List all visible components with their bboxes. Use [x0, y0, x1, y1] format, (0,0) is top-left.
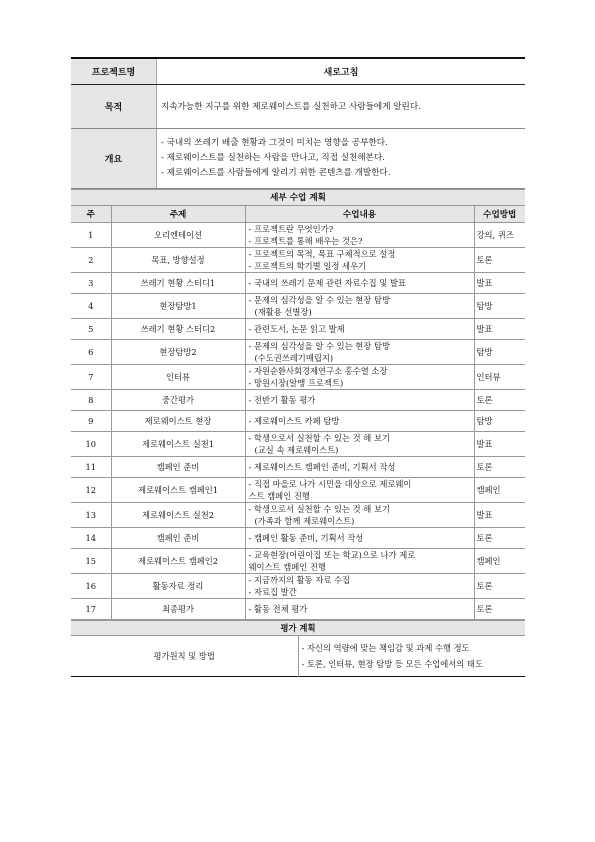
week-cell: 11 — [71, 456, 111, 477]
topic-cell: 캠페인 준비 — [111, 527, 245, 548]
content-line: (교실 속 제로웨이스트) — [254, 444, 339, 455]
content-cell — [245, 272, 474, 293]
project-overview-value — [157, 128, 526, 188]
topic-cell: 중간평가 — [111, 389, 245, 410]
method-cell: 토론 — [474, 456, 525, 477]
topic-cell: 현장탐방2 — [111, 339, 245, 364]
schedule-header-row — [71, 205, 525, 222]
overview-line: - 제로웨이스트를 사람들에게 알리기 위한 콘텐츠를 개발한다. — [161, 167, 391, 178]
topic-cell: 제로웨이스트 실천1 — [111, 431, 245, 456]
topic-cell: 목표, 방향설정 — [111, 247, 245, 272]
schedule-section-title: 세부 수업 계획 — [71, 189, 525, 205]
week-cell: 2 — [71, 247, 111, 272]
week-cell: 8 — [71, 389, 111, 410]
project-overview-row — [71, 128, 525, 188]
content-line: - 학생으로서 실천할 수 있는 것 해 보기 — [248, 503, 390, 514]
schedule-row — [71, 272, 525, 293]
method-cell: 탐방 — [474, 339, 525, 364]
content-line: (가족과 함께 제로웨이스트) — [254, 515, 355, 526]
topic-cell: 쓰레기 현황 스터디1 — [111, 272, 245, 293]
content-line: - 프로젝트란 무엇인가? — [248, 223, 334, 234]
content-cell — [245, 339, 474, 364]
schedule-row — [71, 318, 525, 339]
content-line: - 학생으로서 실천할 수 있는 것 해 보기 — [248, 432, 390, 443]
evaluation-line: - 토론, 인터뷰, 현장 탐방 등 모든 수업에서의 태도 — [301, 658, 483, 669]
schedule-row — [71, 456, 525, 477]
content-cell — [245, 431, 474, 456]
project-goal-value: 지속가능한 지구를 위한 제로웨이스트를 실천하고 사람들에게 알린다. — [157, 84, 526, 128]
project-name-row — [71, 58, 525, 84]
schedule-body — [71, 222, 525, 619]
schedule-row — [71, 364, 525, 389]
document-page — [71, 57, 525, 677]
evaluation-section-title: 평가 계획 — [71, 620, 525, 635]
schedule-section-title-row — [71, 189, 525, 205]
header-topic: 주제 — [111, 205, 245, 222]
project-name-label: 프로젝트명 — [71, 58, 157, 84]
content-line: - 직접 마을로 나가 시민을 대상으로 제로웨이 — [248, 478, 412, 489]
schedule-row — [71, 222, 525, 247]
method-cell: 발표 — [474, 431, 525, 456]
content-line: - 프로젝트의 목적, 목표 구체적으로 설정 — [248, 248, 396, 259]
content-cell — [245, 502, 474, 527]
content-line: (수도권쓰레기매립지) — [254, 352, 334, 363]
schedule-row — [71, 389, 525, 410]
content-line: (재활용 선별장) — [254, 306, 312, 317]
content-line: - 자원순환사회경제연구소 홍수열 소장 — [248, 365, 388, 376]
content-cell — [245, 477, 474, 502]
method-cell: 캠페인 — [474, 548, 525, 573]
schedule-row — [71, 339, 525, 364]
method-cell: 인터뷰 — [474, 364, 525, 389]
evaluation-content — [298, 635, 525, 676]
header-method: 수업방법 — [474, 205, 525, 222]
topic-cell: 오리엔테이션 — [111, 222, 245, 247]
overview-line: - 국내의 쓰레기 배출 현황과 그것이 미치는 영향을 공부한다. — [161, 137, 388, 148]
overview-line: - 제로웨이스트를 실천하는 사람을 만나고, 직접 실천해본다. — [161, 152, 385, 163]
content-cell — [245, 573, 474, 598]
week-cell: 17 — [71, 598, 111, 619]
schedule-table — [71, 189, 525, 620]
content-line: - 활동 전체 평가 — [248, 603, 308, 614]
content-line: - 제로웨이스트 카페 탐방 — [248, 415, 340, 426]
evaluation-section-title-row — [71, 620, 525, 635]
week-cell: 7 — [71, 364, 111, 389]
week-cell: 5 — [71, 318, 111, 339]
content-line: 스트 캠페인 진행 — [248, 490, 310, 501]
topic-cell: 캠페인 준비 — [111, 456, 245, 477]
schedule-row — [71, 247, 525, 272]
week-cell: 15 — [71, 548, 111, 573]
method-cell: 발표 — [474, 502, 525, 527]
content-line: - 프로젝트를 통해 배우는 것은? — [248, 235, 363, 246]
week-cell: 14 — [71, 527, 111, 548]
method-cell: 탐방 — [474, 410, 525, 431]
schedule-row — [71, 477, 525, 502]
schedule-row — [71, 431, 525, 456]
content-cell — [245, 318, 474, 339]
method-cell: 발표 — [474, 318, 525, 339]
evaluation-line: - 자신의 역량에 맞는 책임감 및 과제 수행 정도 — [301, 642, 470, 653]
content-cell — [245, 222, 474, 247]
evaluation-row — [71, 635, 525, 676]
content-line: - 전반기 활동 평가 — [248, 394, 316, 405]
method-cell: 토론 — [474, 573, 525, 598]
project-name-value: 새로고침 — [157, 58, 526, 84]
method-cell: 탐방 — [474, 293, 525, 318]
content-line: - 교육현장(어린이집 또는 학교)으로 나가 제로 — [248, 549, 416, 560]
schedule-row — [71, 410, 525, 431]
evaluation-table — [71, 620, 525, 677]
schedule-row — [71, 548, 525, 573]
topic-cell: 인터뷰 — [111, 364, 245, 389]
week-cell: 1 — [71, 222, 111, 247]
content-cell — [245, 548, 474, 573]
topic-cell: 활동자료 정리 — [111, 573, 245, 598]
schedule-row — [71, 527, 525, 548]
project-overview-label: 개요 — [71, 128, 157, 188]
week-cell: 10 — [71, 431, 111, 456]
schedule-row — [71, 293, 525, 318]
week-cell: 12 — [71, 477, 111, 502]
content-line: - 지금까지의 활동 자료 수집 — [248, 574, 351, 585]
content-line: - 캠페인 활동 준비, 기획서 작성 — [248, 532, 364, 543]
content-line: - 문제의 심각성을 알 수 있는 현장 탐방 — [248, 294, 390, 305]
project-goal-label: 목적 — [71, 84, 157, 128]
method-cell: 토론 — [474, 527, 525, 548]
topic-cell: 제로웨이스트 현장 — [111, 410, 245, 431]
week-cell: 13 — [71, 502, 111, 527]
method-cell: 강의, 퀴즈 — [474, 222, 525, 247]
week-cell: 3 — [71, 272, 111, 293]
topic-cell: 현장탐방1 — [111, 293, 245, 318]
content-line: - 프로젝트의 학기별 일정 세우기 — [248, 260, 367, 271]
header-content: 수업내용 — [245, 205, 474, 222]
week-cell: 16 — [71, 573, 111, 598]
method-cell: 발표 — [474, 272, 525, 293]
content-cell — [245, 598, 474, 619]
content-cell — [245, 389, 474, 410]
topic-cell: 제로웨이스트 캠페인1 — [111, 477, 245, 502]
content-line: - 망원시장(알맹 프로젝트) — [248, 377, 344, 388]
method-cell: 캠페인 — [474, 477, 525, 502]
evaluation-label: 평가원칙 및 방법 — [71, 635, 298, 676]
header-week: 주 — [71, 205, 111, 222]
content-cell — [245, 293, 474, 318]
content-cell — [245, 364, 474, 389]
content-line: - 국내의 쓰레기 문제 관련 자료수집 및 발표 — [248, 277, 407, 288]
content-cell — [245, 247, 474, 272]
content-cell — [245, 527, 474, 548]
content-line: - 자료집 발간 — [248, 586, 297, 597]
method-cell: 토론 — [474, 598, 525, 619]
week-cell: 6 — [71, 339, 111, 364]
project-info-table — [71, 57, 525, 189]
week-cell: 4 — [71, 293, 111, 318]
topic-cell: 쓰레기 현황 스터디2 — [111, 318, 245, 339]
content-cell — [245, 410, 474, 431]
topic-cell: 제로웨이스트 캠페인2 — [111, 548, 245, 573]
project-goal-row — [71, 84, 525, 128]
week-cell: 9 — [71, 410, 111, 431]
schedule-row — [71, 598, 525, 619]
topic-cell: 제로웨이스트 실천2 — [111, 502, 245, 527]
method-cell: 토론 — [474, 247, 525, 272]
schedule-row — [71, 502, 525, 527]
content-line: - 제로웨이스트 캠페인 준비, 기획서 작성 — [248, 461, 396, 472]
topic-cell: 최종평가 — [111, 598, 245, 619]
method-cell: 토론 — [474, 389, 525, 410]
content-line: 웨이스트 캠페인 진행 — [248, 561, 326, 572]
schedule-row — [71, 573, 525, 598]
content-line: - 문제의 심각성을 알 수 있는 현장 탐방 — [248, 340, 390, 351]
content-cell — [245, 456, 474, 477]
content-line: - 관련도서, 논문 읽고 발제 — [248, 323, 345, 334]
